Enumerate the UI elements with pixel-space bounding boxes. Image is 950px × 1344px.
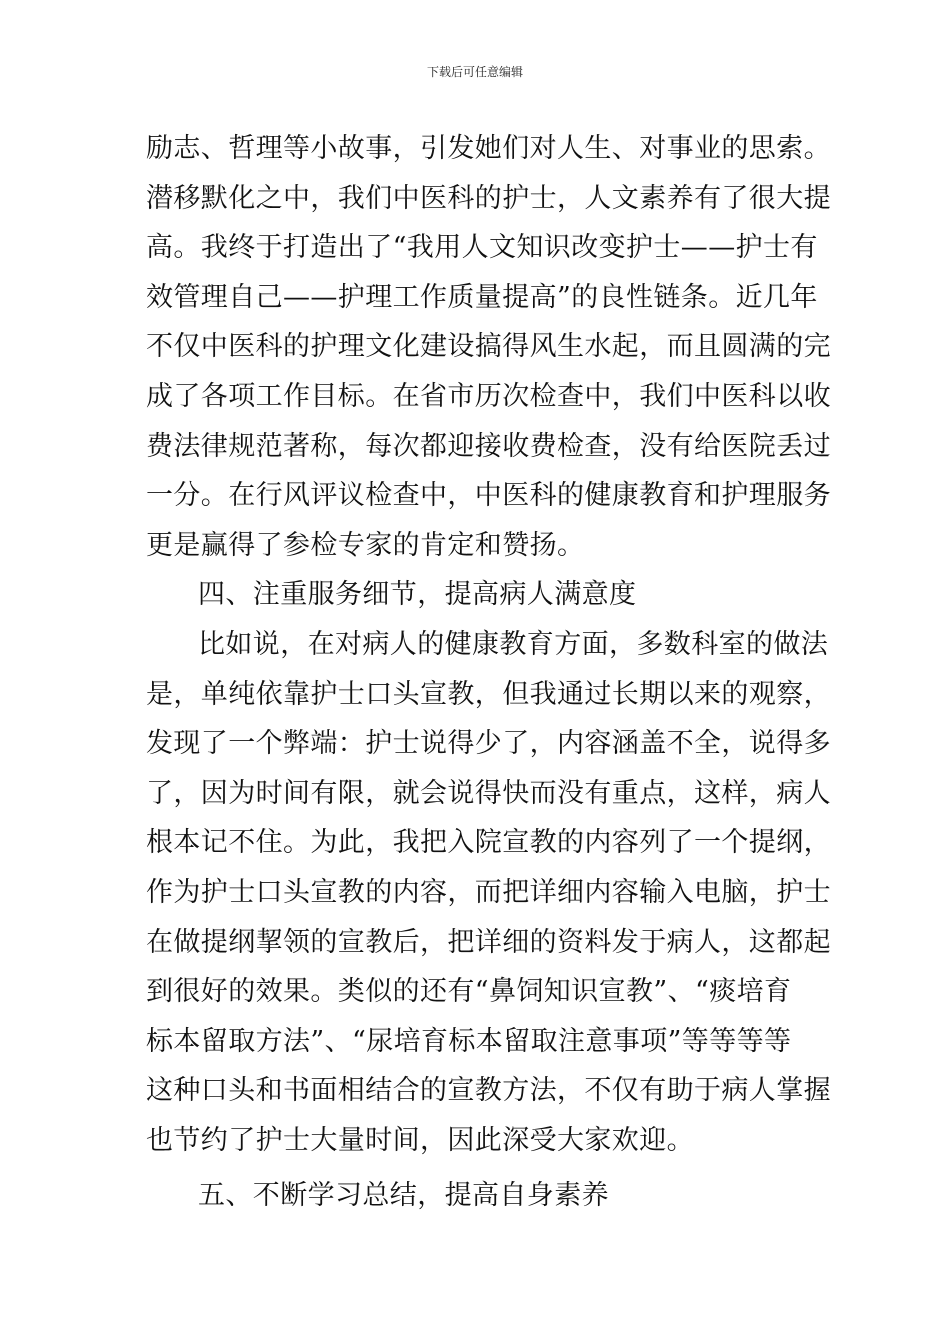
paragraph-line: 成了各项工作目标。在省市历次检查中，我们中医科以收 xyxy=(146,380,831,412)
paragraph-line: 一分。在行风评议检查中，中医科的健康教育和护理服务 xyxy=(146,480,831,512)
paragraph-line: 这种口头和书面相结合的宣教方法，不仅有助于病人掌握 xyxy=(146,1075,831,1107)
paragraph-line: 发现了一个弊端：护士说得少了，内容涵盖不全，说得多 xyxy=(146,728,831,760)
page-header: 下载后可任意编辑 xyxy=(426,65,523,79)
paragraph-line: 比如说，在对病人的健康教育方面，多数科室的做法 xyxy=(198,628,829,660)
paragraph-line: 是，单纯依靠护士口头宣教，但我通过长期以来的观察， xyxy=(146,678,831,710)
paragraph-line: 励志、哲理等小故事，引发她们对人生、对事业的思索。 xyxy=(146,133,831,164)
section-heading: 五、不断学习总结，提高自身素养 xyxy=(198,1180,609,1212)
paragraph-line: 不仅中医科的护理文化建设搞得风生水起，而且圆满的完 xyxy=(146,331,831,363)
paragraph-line: 标本留取方法”、“尿培育标本留取注意事项”等等等等 xyxy=(146,1025,792,1057)
section-heading: 四、注重服务细节，提高病人满意度 xyxy=(198,579,637,611)
paragraph-line: 了，因为时间有限，就会说得快而没有重点，这样，病人 xyxy=(146,777,831,809)
paragraph-line: 也节约了护士大量时间，因此深受大家欢迎。 xyxy=(146,1124,694,1156)
paragraph-line: 高。我终于打造出了“我用人文知识改变护士——护士有 xyxy=(146,232,818,264)
paragraph-line: 效管理自己——护理工作质量提高”的良性链条。近几年 xyxy=(146,281,818,313)
paragraph-line: 根本记不住。为此，我把入院宣教的内容列了一个提纲， xyxy=(146,827,831,859)
paragraph-line: 费法律规范著称，每次都迎接收费检查，没有给医院丢过 xyxy=(146,430,831,462)
document-body xyxy=(146,124,831,1221)
paragraph-line: 潜移默化之中，我们中医科的护士，人文素养有了很大提 xyxy=(146,182,831,214)
paragraph-line: 更是赢得了参检专家的肯定和赞扬。 xyxy=(146,529,585,561)
paragraph-line: 到很好的效果。类似的还有“鼻饲知识宣教”、“痰培育 xyxy=(146,976,792,1008)
paragraph-line: 作为护士口头宣教的内容，而把详细内容输入电脑，护士 xyxy=(146,876,831,908)
paragraph-line: 在做提纲挈领的宣教后，把详细的资料发于病人，这都起 xyxy=(146,926,831,958)
